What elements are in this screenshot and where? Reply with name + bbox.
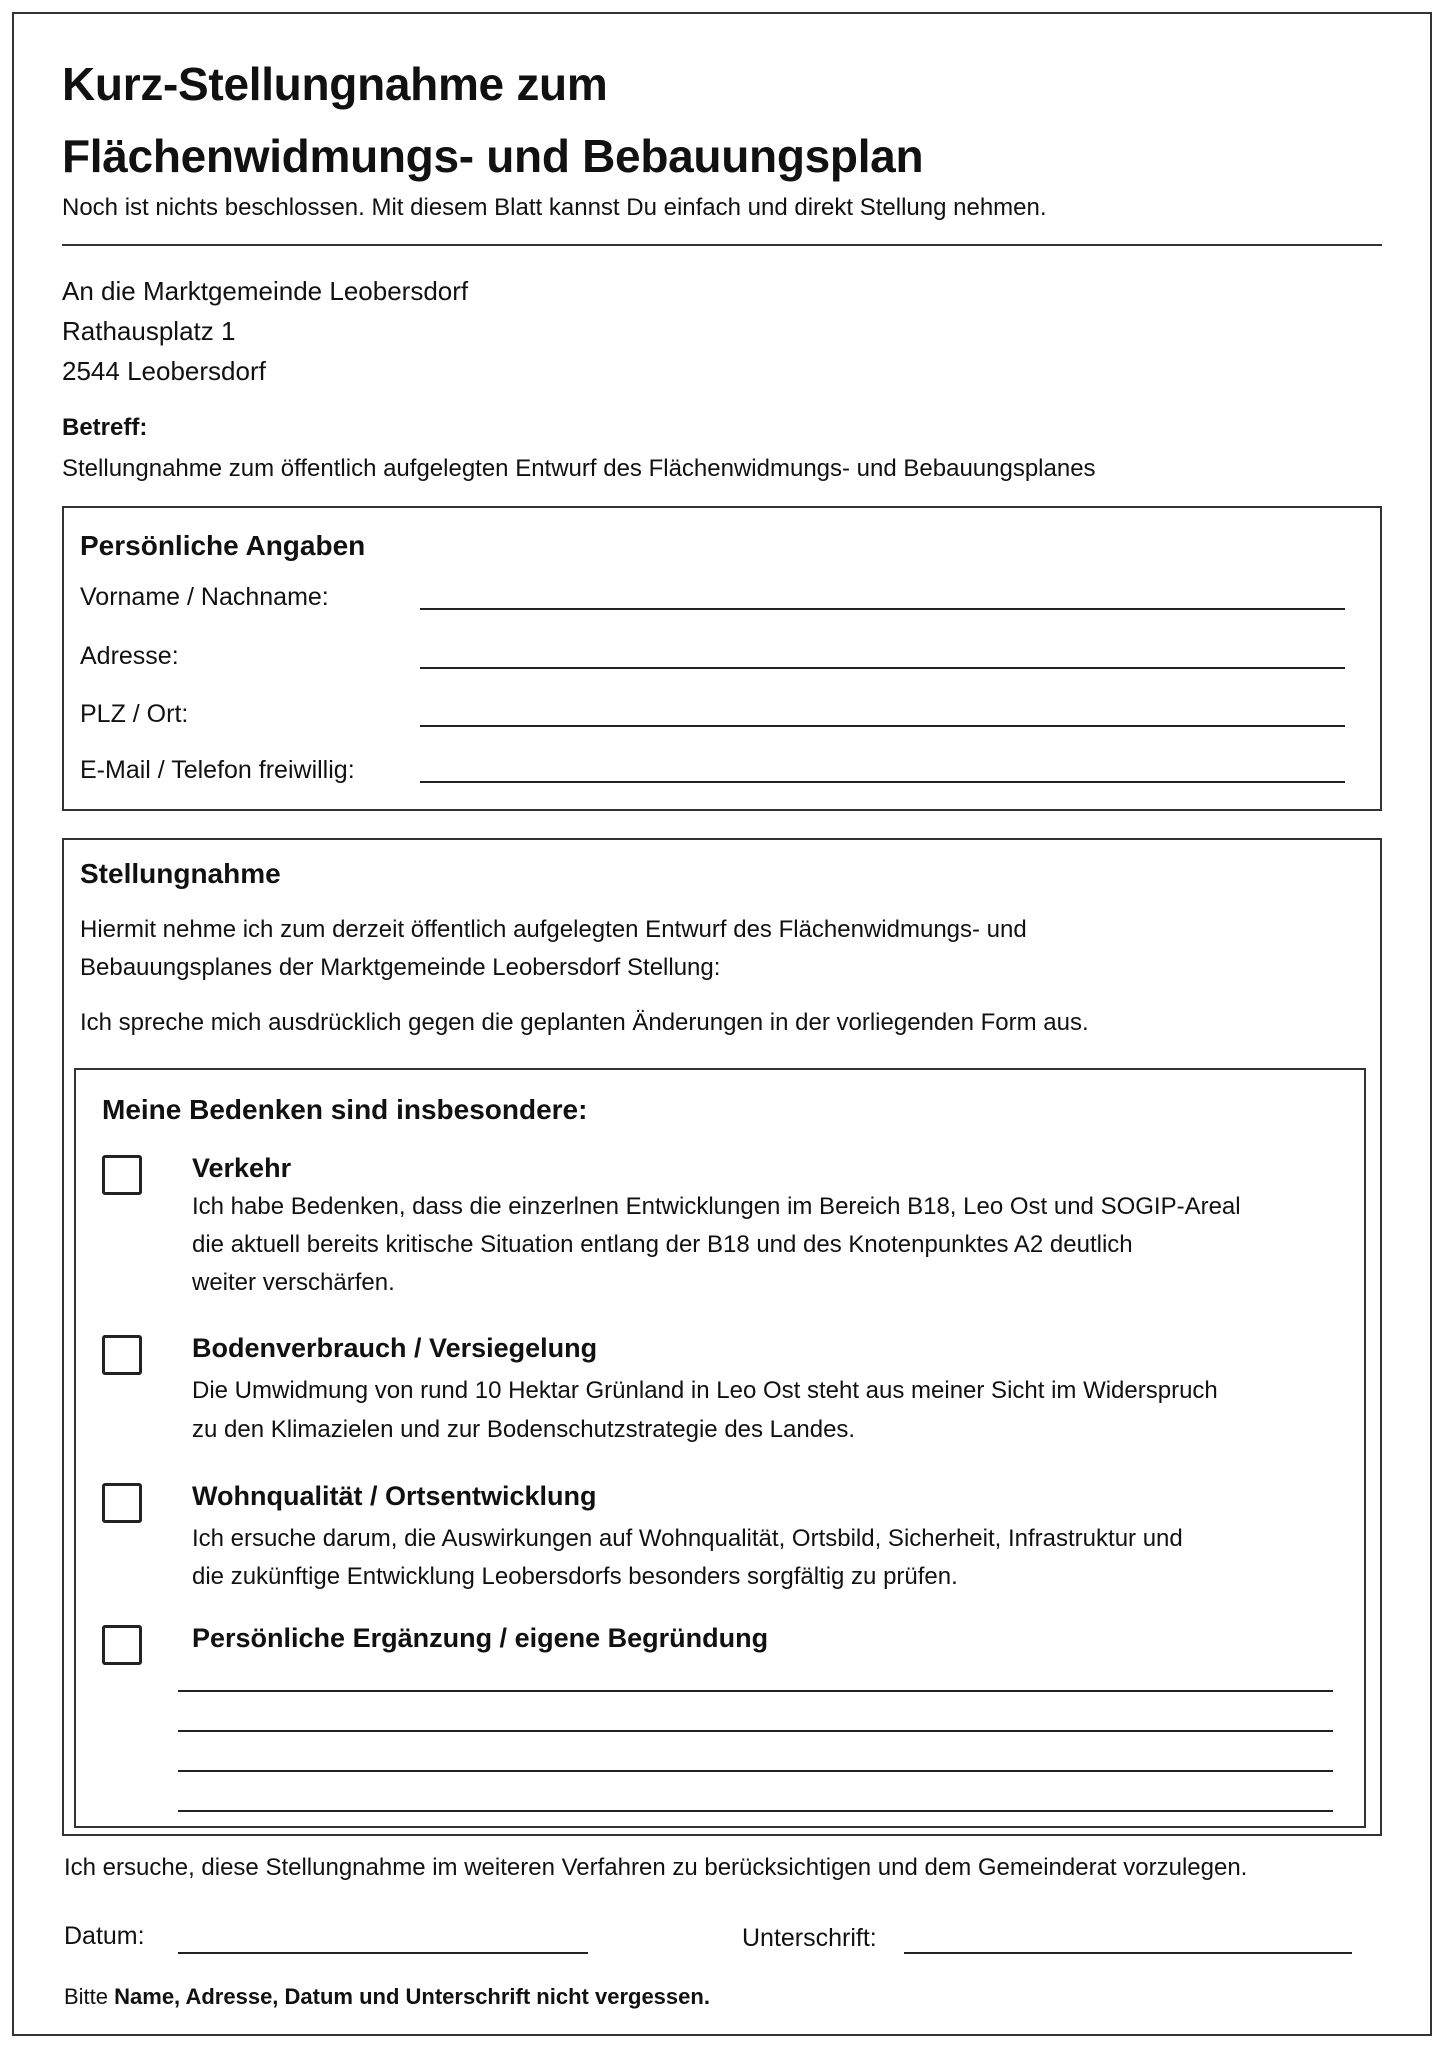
- signature-label: Unterschrift:: [742, 1924, 877, 1952]
- personal-addition-line-2[interactable]: [178, 1730, 1333, 1732]
- name-field[interactable]: [420, 608, 1345, 610]
- personal-data-title: Persönliche Angaben: [80, 530, 366, 561]
- address-label: Adresse:: [80, 642, 179, 670]
- address-field[interactable]: [420, 667, 1345, 669]
- housing-quality-title: Wohnqualität / Ortsentwicklung: [192, 1481, 597, 1511]
- date-label: Datum:: [64, 1922, 145, 1950]
- traffic-text-line-3: weiter verschärfen.: [192, 1269, 395, 1296]
- land-use-text-line-1: Die Umwidmung von rund 10 Hektar Grünland in Leo Ost steht aus meiner Sicht im Widerspruch: [192, 1377, 1218, 1404]
- consideration-request: Ich ersuche, diese Stellungnahme im weiteren Verfahren zu berücksichtigen und dem Gemeinderat vorzulegen.: [64, 1854, 1248, 1881]
- title-line-1: Kurz-Stellungnahme zum: [62, 58, 608, 110]
- reminder-text: [64, 1984, 710, 2010]
- title-line-2: Flächenwidmungs- und Bebauungsplan: [62, 130, 924, 182]
- land-use-checkbox[interactable]: [102, 1335, 142, 1375]
- traffic-text-line-1: Ich habe Bedenken, dass die einzerlnen Entwicklungen im Bereich B18, Leo Ost und SOGIP-Areal: [192, 1193, 1241, 1220]
- personal-addition-line-4[interactable]: [178, 1810, 1333, 1812]
- date-field[interactable]: [178, 1952, 588, 1954]
- traffic-title: Verkehr: [192, 1153, 292, 1183]
- reminder-emphasis: Name, Adresse, Datum und Unterschrift nicht vergessen.: [114, 1984, 710, 2009]
- housing-quality-checkbox[interactable]: [102, 1483, 142, 1523]
- page-title: [62, 48, 923, 192]
- land-use-title: Bodenverbrauch / Versiegelung: [192, 1333, 598, 1363]
- personal-addition-line-3[interactable]: [178, 1770, 1333, 1772]
- reminder-prefix: Bitte: [64, 1984, 115, 2009]
- housing-quality-text-line-1: Ich ersuche darum, die Auswirkungen auf Wohnqualität, Ortsbild, Sicherheit, Infrastruktur und: [192, 1525, 1183, 1552]
- statement-paragraph-line-1: Hiermit nehme ich zum derzeit öffentlich aufgelegten Entwurf des Flächenwidmungs- und: [80, 916, 1027, 943]
- signature-field[interactable]: [904, 1952, 1352, 1954]
- subject-text: Stellungnahme zum öffentlich aufgelegten Entwurf des Flächenwidmungs- und Bebauungsplanes: [62, 455, 1096, 482]
- contact-label: E-Mail / Telefon freiwillig:: [80, 756, 355, 784]
- name-label: Vorname / Nachname:: [80, 583, 329, 611]
- zip-city-field[interactable]: [420, 725, 1345, 727]
- land-use-text-line-2: zu den Klimazielen und zur Bodenschutzstrategie des Landes.: [192, 1416, 856, 1443]
- housing-quality-text-line-2: die zukünftige Entwicklung Leobersdorfs besonders sorgfältig zu prüfen.: [192, 1563, 958, 1590]
- recipient-line-3: 2544 Leobersdorf: [62, 356, 266, 386]
- statement-title: Stellungnahme: [80, 858, 281, 889]
- statement-paragraph-line-2: Bebauungsplanes der Marktgemeinde Leobersdorf Stellung:: [80, 954, 721, 981]
- contact-field[interactable]: [420, 781, 1345, 783]
- intro-text: Noch ist nichts beschlossen. Mit diesem Blatt kannst Du einfach und direkt Stellung nehmen.: [62, 194, 1047, 221]
- personal-addition-checkbox[interactable]: [102, 1625, 142, 1665]
- recipient-line-2: Rathausplatz 1: [62, 316, 236, 346]
- recipient-line-1: An die Marktgemeinde Leobersdorf: [62, 276, 469, 306]
- header-divider: [62, 244, 1382, 246]
- traffic-checkbox[interactable]: [102, 1155, 142, 1195]
- zip-city-label: PLZ / Ort:: [80, 700, 189, 728]
- statement-opposition: Ich spreche mich ausdrücklich gegen die geplanten Änderungen in der vorliegenden Form aus.: [80, 1009, 1089, 1036]
- subject-label: Betreff:: [62, 414, 148, 441]
- concerns-title: Meine Bedenken sind insbesondere:: [102, 1094, 588, 1125]
- personal-addition-title: Persönliche Ergänzung / eigene Begründung: [192, 1623, 769, 1653]
- personal-addition-line-1[interactable]: [178, 1690, 1333, 1692]
- traffic-text-line-2: die aktuell bereits kritische Situation entlang der B18 und des Knotenpunktes A2 deutlich: [192, 1231, 1133, 1258]
